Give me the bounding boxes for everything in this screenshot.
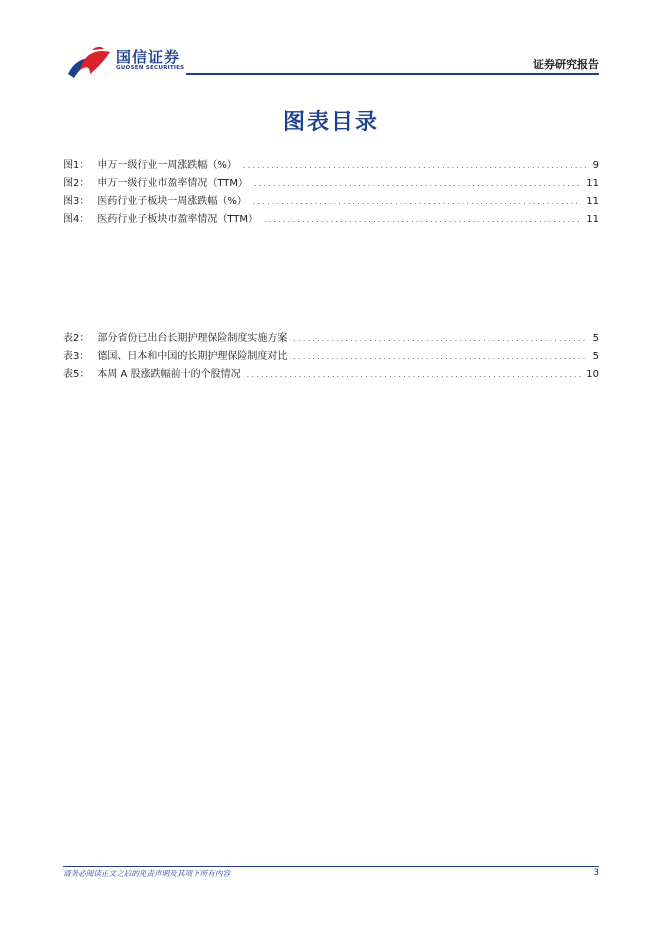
toc-label: 图4： xyxy=(63,214,90,225)
toc-entry-figure-1[interactable] xyxy=(63,157,599,175)
guosen-logo-icon xyxy=(66,44,112,80)
toc-page-number: 11 xyxy=(586,178,599,189)
toc-label: 表2： xyxy=(63,333,90,344)
toc-entry-figure-3[interactable] xyxy=(63,193,599,211)
toc-page-number: 11 xyxy=(586,196,599,207)
page-number: 3 xyxy=(593,868,599,878)
toc-label: 图1： xyxy=(63,160,90,171)
toc-dot-leader xyxy=(243,157,588,175)
toc-title: 医药行业子板块市盈率情况（TTM） xyxy=(97,214,259,225)
toc-title: 医药行业子板块一周涨跌幅（%） xyxy=(97,196,247,207)
toc-dot-leader xyxy=(254,175,581,193)
toc-title: 申万一级行业市盈率情况（TTM） xyxy=(97,178,249,189)
logo-text-cn: 国信证券 xyxy=(116,48,181,66)
toc-dot-leader xyxy=(253,193,581,211)
toc-title: 本周 A 股涨跌幅前十的个股情况 xyxy=(97,369,241,380)
toc-title: 申万一级行业一周涨跌幅（%） xyxy=(97,160,237,171)
logo-text-en: GUOSEN SECURITIES xyxy=(116,65,185,71)
toc-page-number: 5 xyxy=(592,333,599,344)
page-header xyxy=(0,0,662,80)
figure-list xyxy=(63,157,599,229)
toc-entry-table-2[interactable] xyxy=(63,330,599,348)
toc-label: 图3： xyxy=(63,196,90,207)
toc-entry-figure-4[interactable] xyxy=(63,211,599,229)
report-type-label: 证券研究报告 xyxy=(533,58,599,71)
toc-dot-leader xyxy=(293,330,587,348)
toc-page-number: 9 xyxy=(592,160,599,171)
toc-entry-table-3[interactable] xyxy=(63,348,599,366)
toc-label: 表5： xyxy=(63,369,90,380)
disclaimer-note: 请务必阅读正文之后的免责声明及其项下所有内容 xyxy=(63,869,231,878)
toc-entry-figure-2[interactable] xyxy=(63,175,599,193)
table-list xyxy=(63,330,599,384)
toc-label: 表3： xyxy=(63,351,90,362)
toc-title: 德国、日本和中国的长期护理保险制度对比 xyxy=(97,351,288,362)
toc-page-number: 11 xyxy=(586,214,599,225)
toc-entry-table-5[interactable] xyxy=(63,366,599,384)
toc-dot-leader xyxy=(247,366,582,384)
toc-label: 图2： xyxy=(63,178,90,189)
footer-divider xyxy=(63,866,599,867)
toc-dot-leader xyxy=(264,211,581,229)
guosen-logo xyxy=(66,44,196,80)
toc-dot-leader xyxy=(293,348,587,366)
toc-page-number: 5 xyxy=(592,351,599,362)
toc-page-number: 10 xyxy=(586,369,599,380)
toc-title: 部分省份已出台长期护理保险制度实施方案 xyxy=(97,333,288,344)
page-title: 图表目录 xyxy=(282,110,379,135)
header-divider xyxy=(186,73,599,75)
